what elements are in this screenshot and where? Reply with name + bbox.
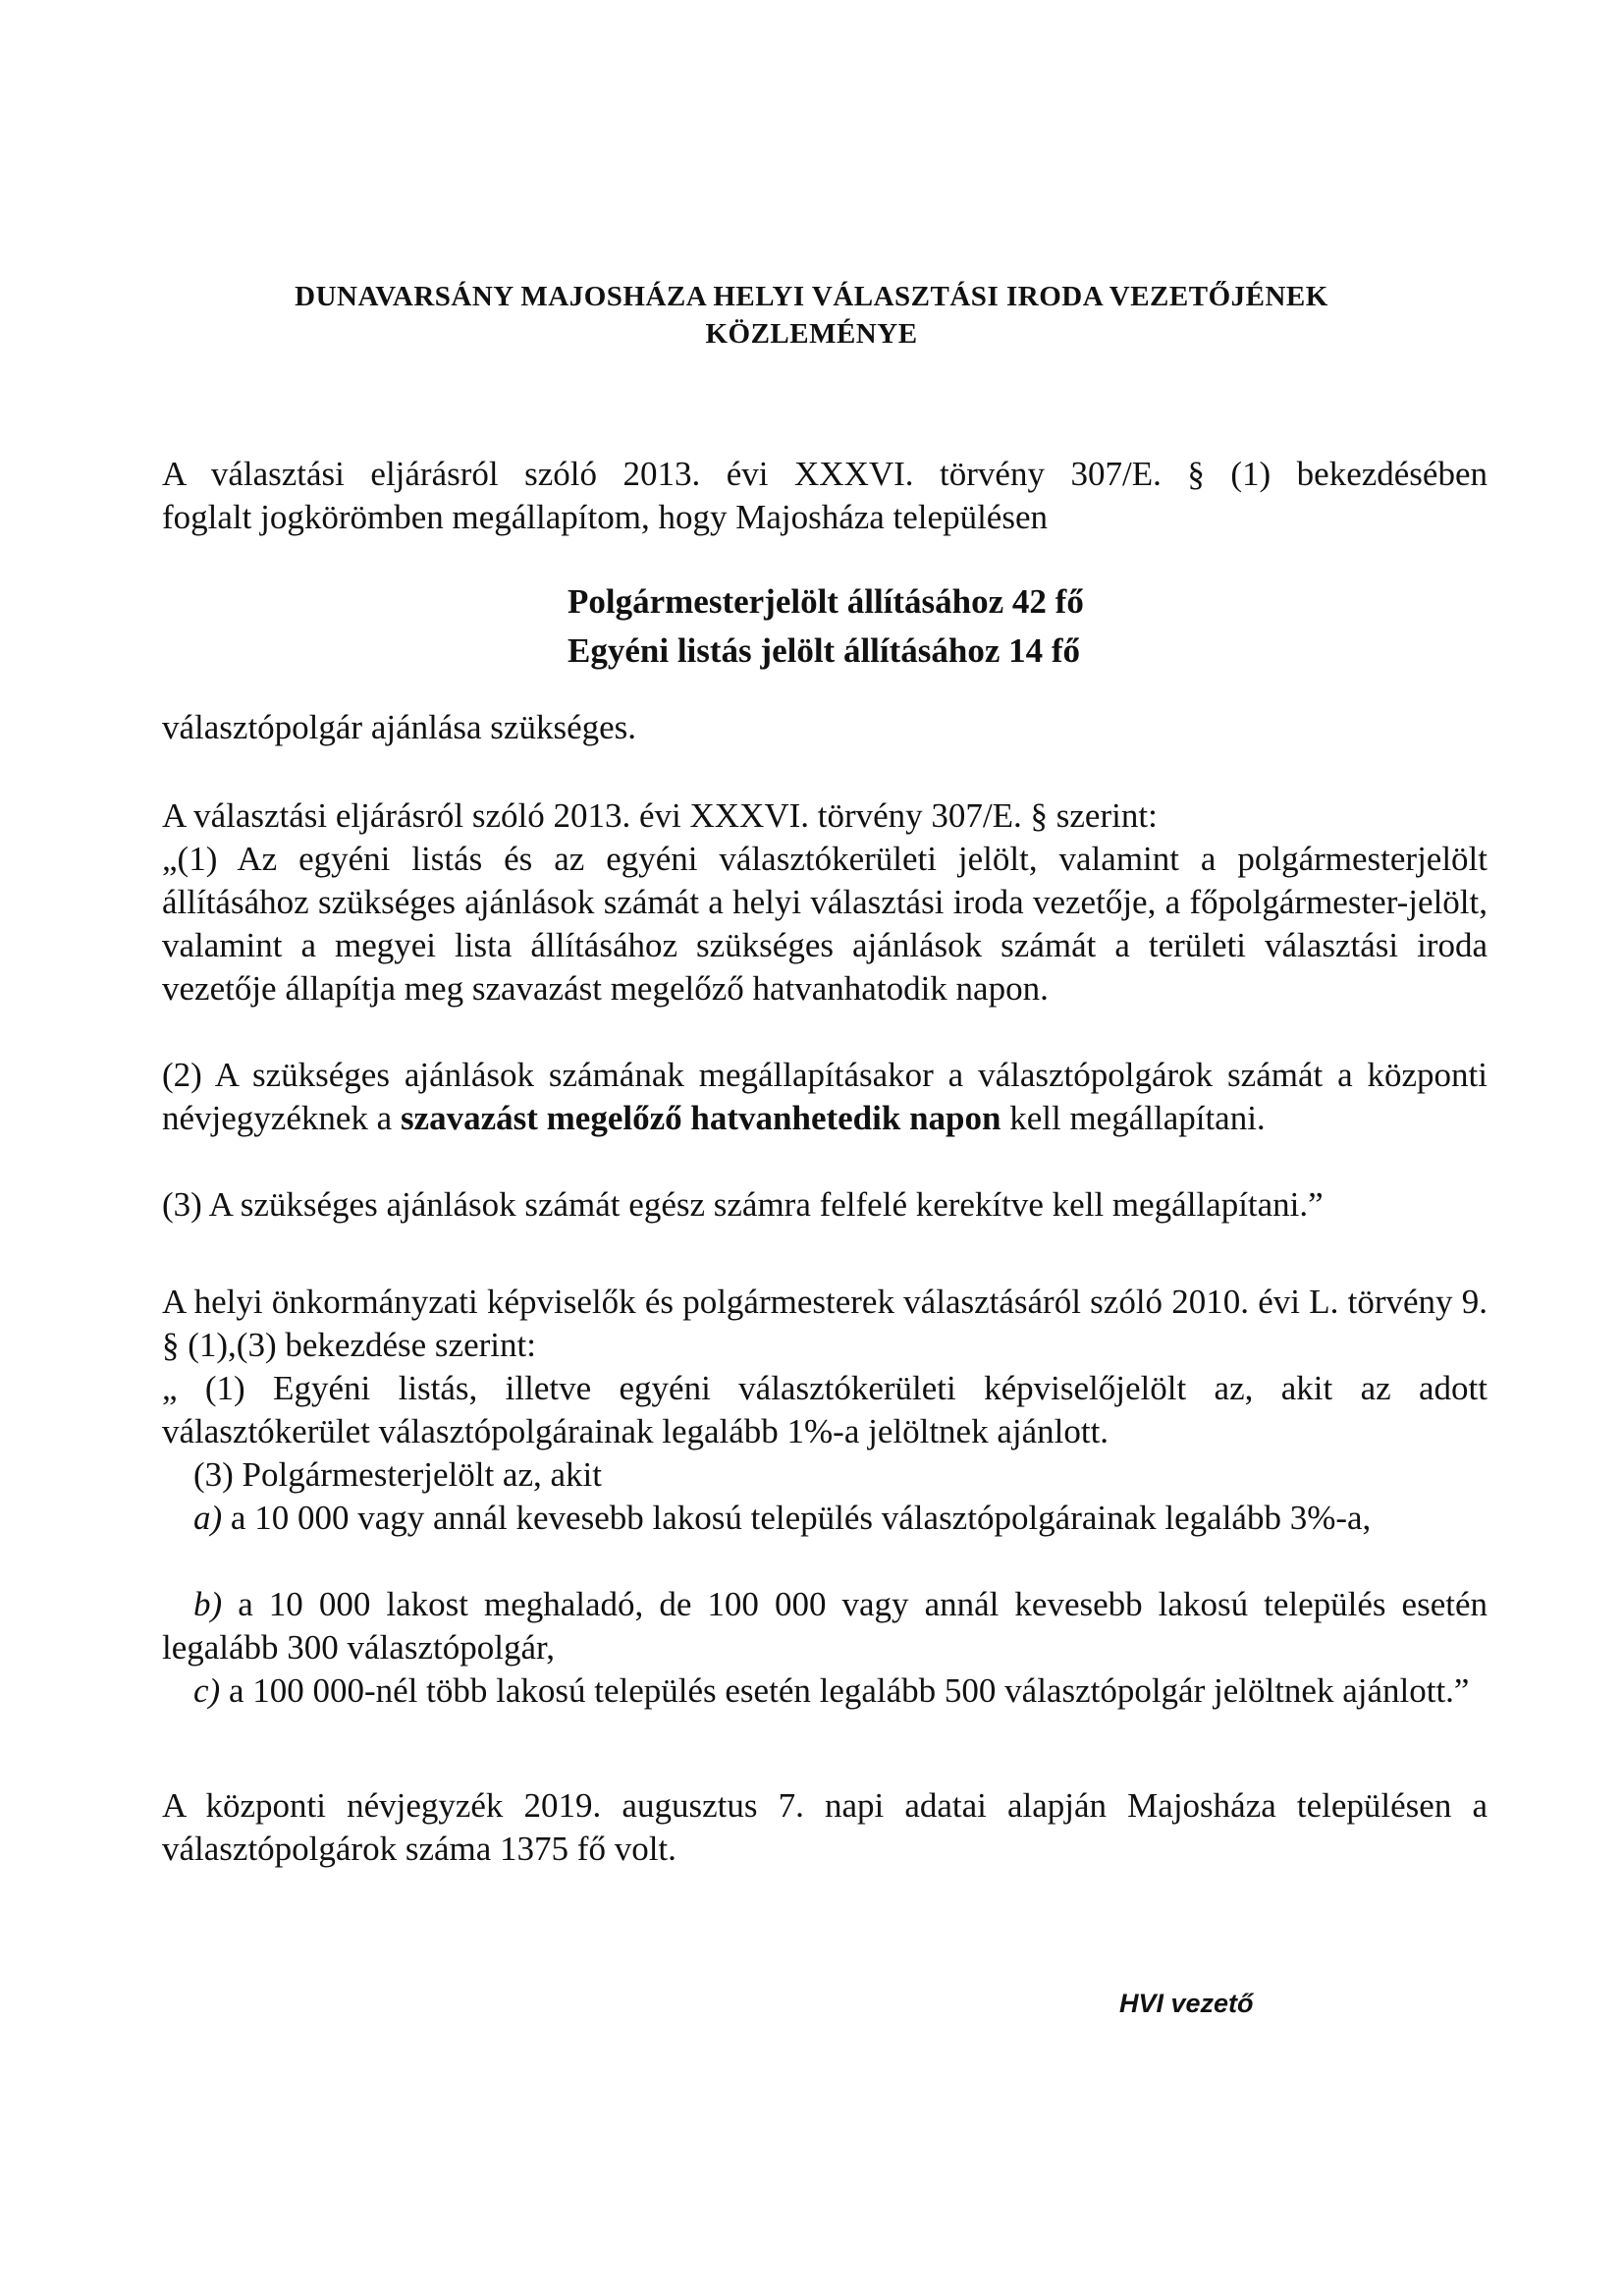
law1-p2-post: kell megállapítani. — [1009, 1099, 1266, 1137]
law2-paragraph-3: (3) Polgármesterjelölt az, akit — [193, 1455, 602, 1494]
law2-paragraph-1: „ (1) Egyéni listás, illetve egyéni választókerületi képviselőjelölt az, akit az adott választókerület választópolgárainak legalább 1%-a jelöltnek ajánlott. — [162, 1369, 1488, 1450]
requirement-suffix: választópolgár ajánlása szükséges. — [162, 708, 637, 746]
heading-line-2: KÖZLEMÉNYE — [705, 318, 918, 350]
intro-paragraph — [162, 453, 1488, 539]
heading-line-1: DUNAVARSÁNY MAJOSHÁZA HELYI VÁLASZTÁSI IRODA VEZETŐJÉNEK — [295, 281, 1328, 312]
law1-intro: A választási eljárásról szóló 2013. évi XXXVI. törvény 307/E. § szerint: — [162, 796, 1158, 835]
law1-paragraph-2 — [162, 1054, 1488, 1140]
item-a-text: a 10 000 vagy annál kevesebb lakosú település választópolgárainak legalább 3%-a, — [230, 1499, 1372, 1537]
document-heading — [0, 278, 1623, 353]
requirements-block — [568, 577, 1084, 676]
law2-item-a — [162, 1497, 1488, 1540]
intro-line-1: A választási eljárásról szóló 2013. évi XXXVI. törvény 307/E. § (1) bekezdésében — [162, 455, 1488, 493]
item-b-label: b) — [193, 1585, 223, 1623]
law1-p2-bold: szavazást megelőző hatvanhetedik napon — [400, 1099, 1001, 1137]
law1-p2-pre: (2) A szükséges ajánlások számának megállapításakor a választópolgárok számát a központi névjegyzéknek a — [162, 1056, 1488, 1137]
law2-item-b — [162, 1583, 1488, 1669]
law2-item-c — [162, 1669, 1488, 1713]
law2-intro: A helyi önkormányzati képviselők és polgármesterek választásáról szóló 2010. évi L. törvény 9. § (1),(3) bekezdése szerint: — [162, 1283, 1488, 1364]
item-c-label: c) — [193, 1671, 221, 1710]
conclusion-paragraph: A központi névjegyzék 2019. augusztus 7. napi adatai alapján Majosháza településen a választópolgárok száma 1375 fő volt. — [162, 1786, 1488, 1868]
item-c-text: a 100 000-nél több lakosú település esetén legalább 500 választópolgár jelöltnek ajánlott.” — [228, 1671, 1470, 1710]
individual-requirement: Egyéni listás jelölt állításához 14 fő — [568, 631, 1081, 670]
mayor-requirement: Polgármesterjelölt állításához 42 fő — [568, 582, 1084, 621]
law1-paragraph-1: „(1) Az egyéni listás és az egyéni választókerületi jelölt, valamint a polgármesterjelölt állításához szükséges ajánlások számát a helyi választási iroda vezetője, a főpolgármester-jelölt, valamint a megyei lista állításához szükséges ajánlások számát a területi választási iroda vezetője állapítja meg szavazást megelőző hatvanhatodik napon. — [162, 840, 1488, 1008]
item-b-text: a 10 000 lakost meghaladó, de 100 000 vagy annál kevesebb lakosú település esetén legalább 300 választópolgár, — [162, 1585, 1488, 1667]
signature: HVI vezető — [1119, 1989, 1254, 2018]
item-a-label: a) — [193, 1499, 223, 1537]
law1-paragraph-3: (3) A szükséges ajánlások számát egész számra felfelé kerekítve kell megállapítani.” — [162, 1185, 1324, 1224]
intro-line-2: foglalt jogkörömben megállapítom, hogy Majosháza településen — [162, 498, 1048, 536]
